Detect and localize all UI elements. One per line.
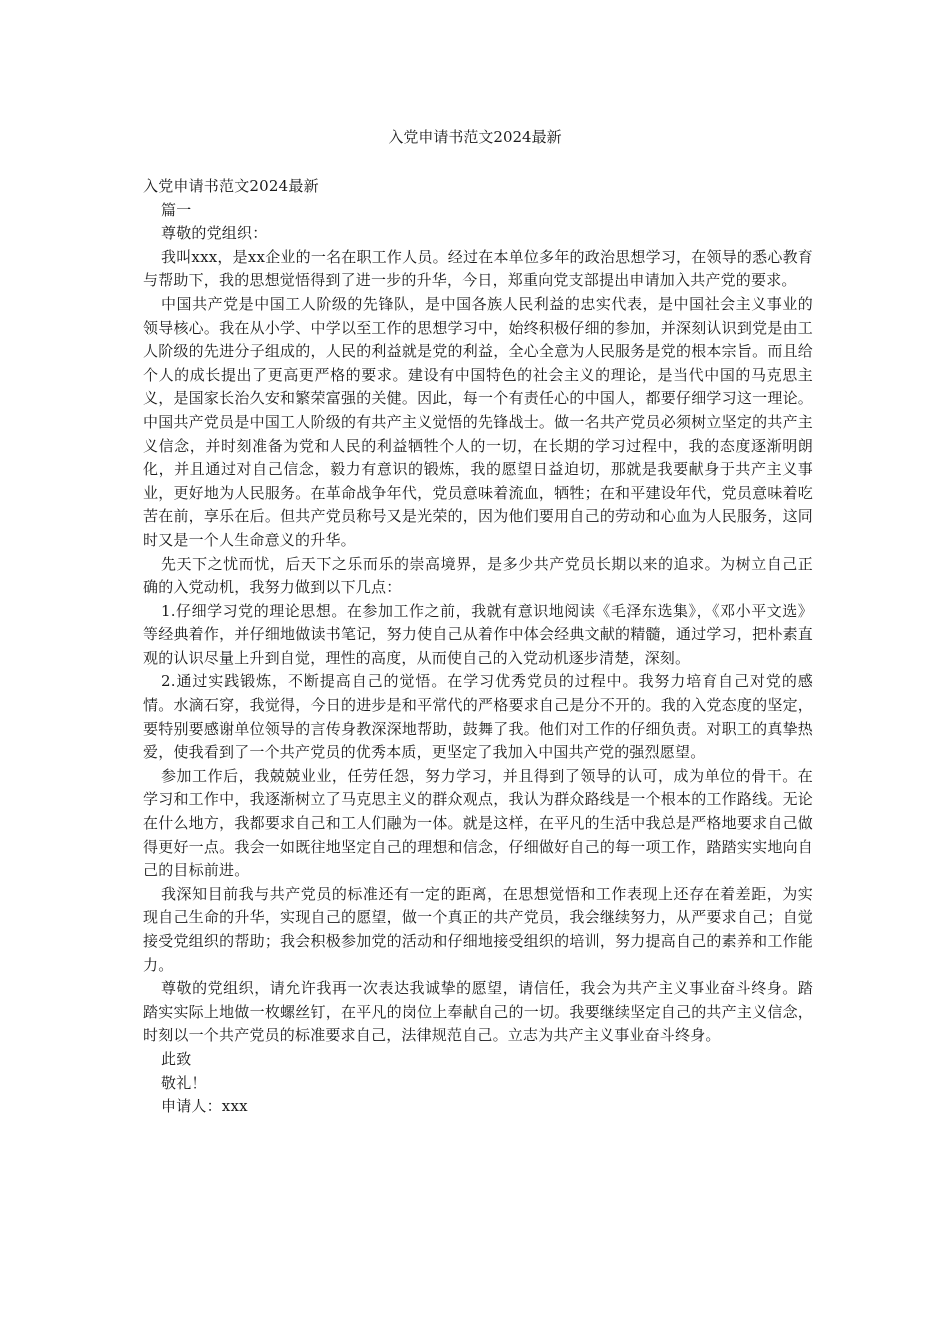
section-label: 篇一 bbox=[161, 200, 192, 219]
paragraph-intro: 我叫xxx，是xx企业的一名在职工作人员。经过在本单位多年的政治思想学习，在领导的悉心教育与帮助下，我的思想觉悟得到了进一步的升华，今日，郑重向党支部提出申请加入共产党的要求。 bbox=[143, 247, 813, 290]
paragraph-point-1: 1.仔细学习党的理论思想。在参加工作之前，我就有意识地阅读《毛泽东选集》，《邓小平文选》等经典着作，并仔细地做读书笔记，努力使自己从着作中体会经典文献的精髓，通过学习，把朴素直观的认识尽量上升到自觉，理性的高度，从而使自己的入党动机逐步清楚，深刻。 bbox=[143, 601, 813, 667]
closing-line-2: 敬礼！ bbox=[161, 1073, 207, 1092]
paragraph-work: 参加工作后，我兢兢业业，任劳任怨，努力学习，并且得到了领导的认可，成为单位的骨干。在学习和工作中，我逐渐树立了马克思主义的群众观点，我认为群众路线是一个根本的工作路线。无论在什么地方，我都要求自己和工人们融为一体。就是这样，在平凡的生活中我总是严格地要求自己做得更好一点。我会一如既往地坚定自己的理想和信念，仔细做好自己的每一项工作，踏踏实实地向自己的目标前进。 bbox=[143, 766, 813, 880]
document-body bbox=[143, 175, 813, 1119]
paragraph-commitment: 尊敬的党组织，请允许我再一次表达我诚挚的愿望，请信任，我会为共产主义事业奋斗终身。踏踏实实际上地做一枚螺丝钉，在平凡的岗位上奉献自己的一切。我要继续坚定自己的共产主义信念，时刻以一个共产党员的标准要求自己，法律规范自己。立志为共产主义事业奋斗终身。 bbox=[143, 979, 813, 1045]
paragraph-point-2: 2.通过实践锻炼，不断提高自己的觉悟。在学习优秀党员的过程中。我努力培育自己对党的感情。水滴石穿，我觉得，今日的进步是和平常代的严格要求自己是分不开的。我的入党态度的坚定，要特别要感谢单位领导的言传身教深深地帮助，鼓舞了我。他们对工作的仔细负责。对职工的真挚热爱，使我看到了一个共产党员的优秀本质，更坚定了我加入中国共产党的强烈愿望。 bbox=[143, 672, 813, 762]
closing-line-1: 此致 bbox=[161, 1049, 192, 1068]
signature: 申请人：xxx bbox=[161, 1097, 248, 1116]
paragraph-self-assessment: 我深知目前我与共产党员的标准还有一定的距离，在思想觉悟和工作表现上还存在着差距，为实现自己生命的升华，实现自己的愿望，做一个真正的共产党员，我会继续努力，从严要求自己；自觉接受党组织的帮助；我会积极参加党的活动和仔细地接受组织的培训，努力提高自己的素养和工作能力。 bbox=[143, 884, 813, 974]
page-title: 入党申请书范文2024最新 bbox=[388, 128, 562, 146]
paragraph-party-understanding: 中国共产党是中国工人阶级的先锋队，是中国各族人民利益的忠实代表，是中国社会主义事业的领导核心。我在从小学、中学以至工作的思想学习中，始终积极仔细的参加，并深刻认识到党是由工人阶级的先进分子组成的，人民的利益就是党的利益，全心全意为人民服务是党的根本宗旨。而且给个人的成长提出了更高更严格的要求。建设有中国特色的社会主义的理论，是当代中国的马克思主义，是国家长治久安和繁荣富强的关健。因此，每一个有责任心的中国人，都要仔细学习这一理论。中国共产党员是中国工人阶级的有共产主义觉悟的先锋战士。做一名共产党员必须树立坚定的共产主义信念，并时刻准备为党和人民的利益牺牲个人的一切，在长期的学习过程中，我的态度逐渐明朗化，并且通过对自己信念，毅力有意识的锻炼，我的愿望日益迫切，那就是我要献身于共产主义事业，更好地为人民服务。在革命战争年代，党员意味着流血，牺牲；在和平建设年代，党员意味着吃苦在前，享乐在后。但共产党员称号又是光荣的，因为他们要用自己的劳动和心血为人民服务，这同时又是一个人生命意义的升华。 bbox=[143, 294, 813, 549]
document-heading: 入党申请书范文2024最新 bbox=[143, 177, 319, 195]
salutation: 尊敬的党组织： bbox=[161, 224, 268, 243]
paragraph-motivation: 先天下之忧而忧，后天下之乐而乐的崇高境界，是多少共产党员长期以来的追求。为树立自己正确的入党动机，我努力做到以下几点： bbox=[143, 554, 813, 597]
